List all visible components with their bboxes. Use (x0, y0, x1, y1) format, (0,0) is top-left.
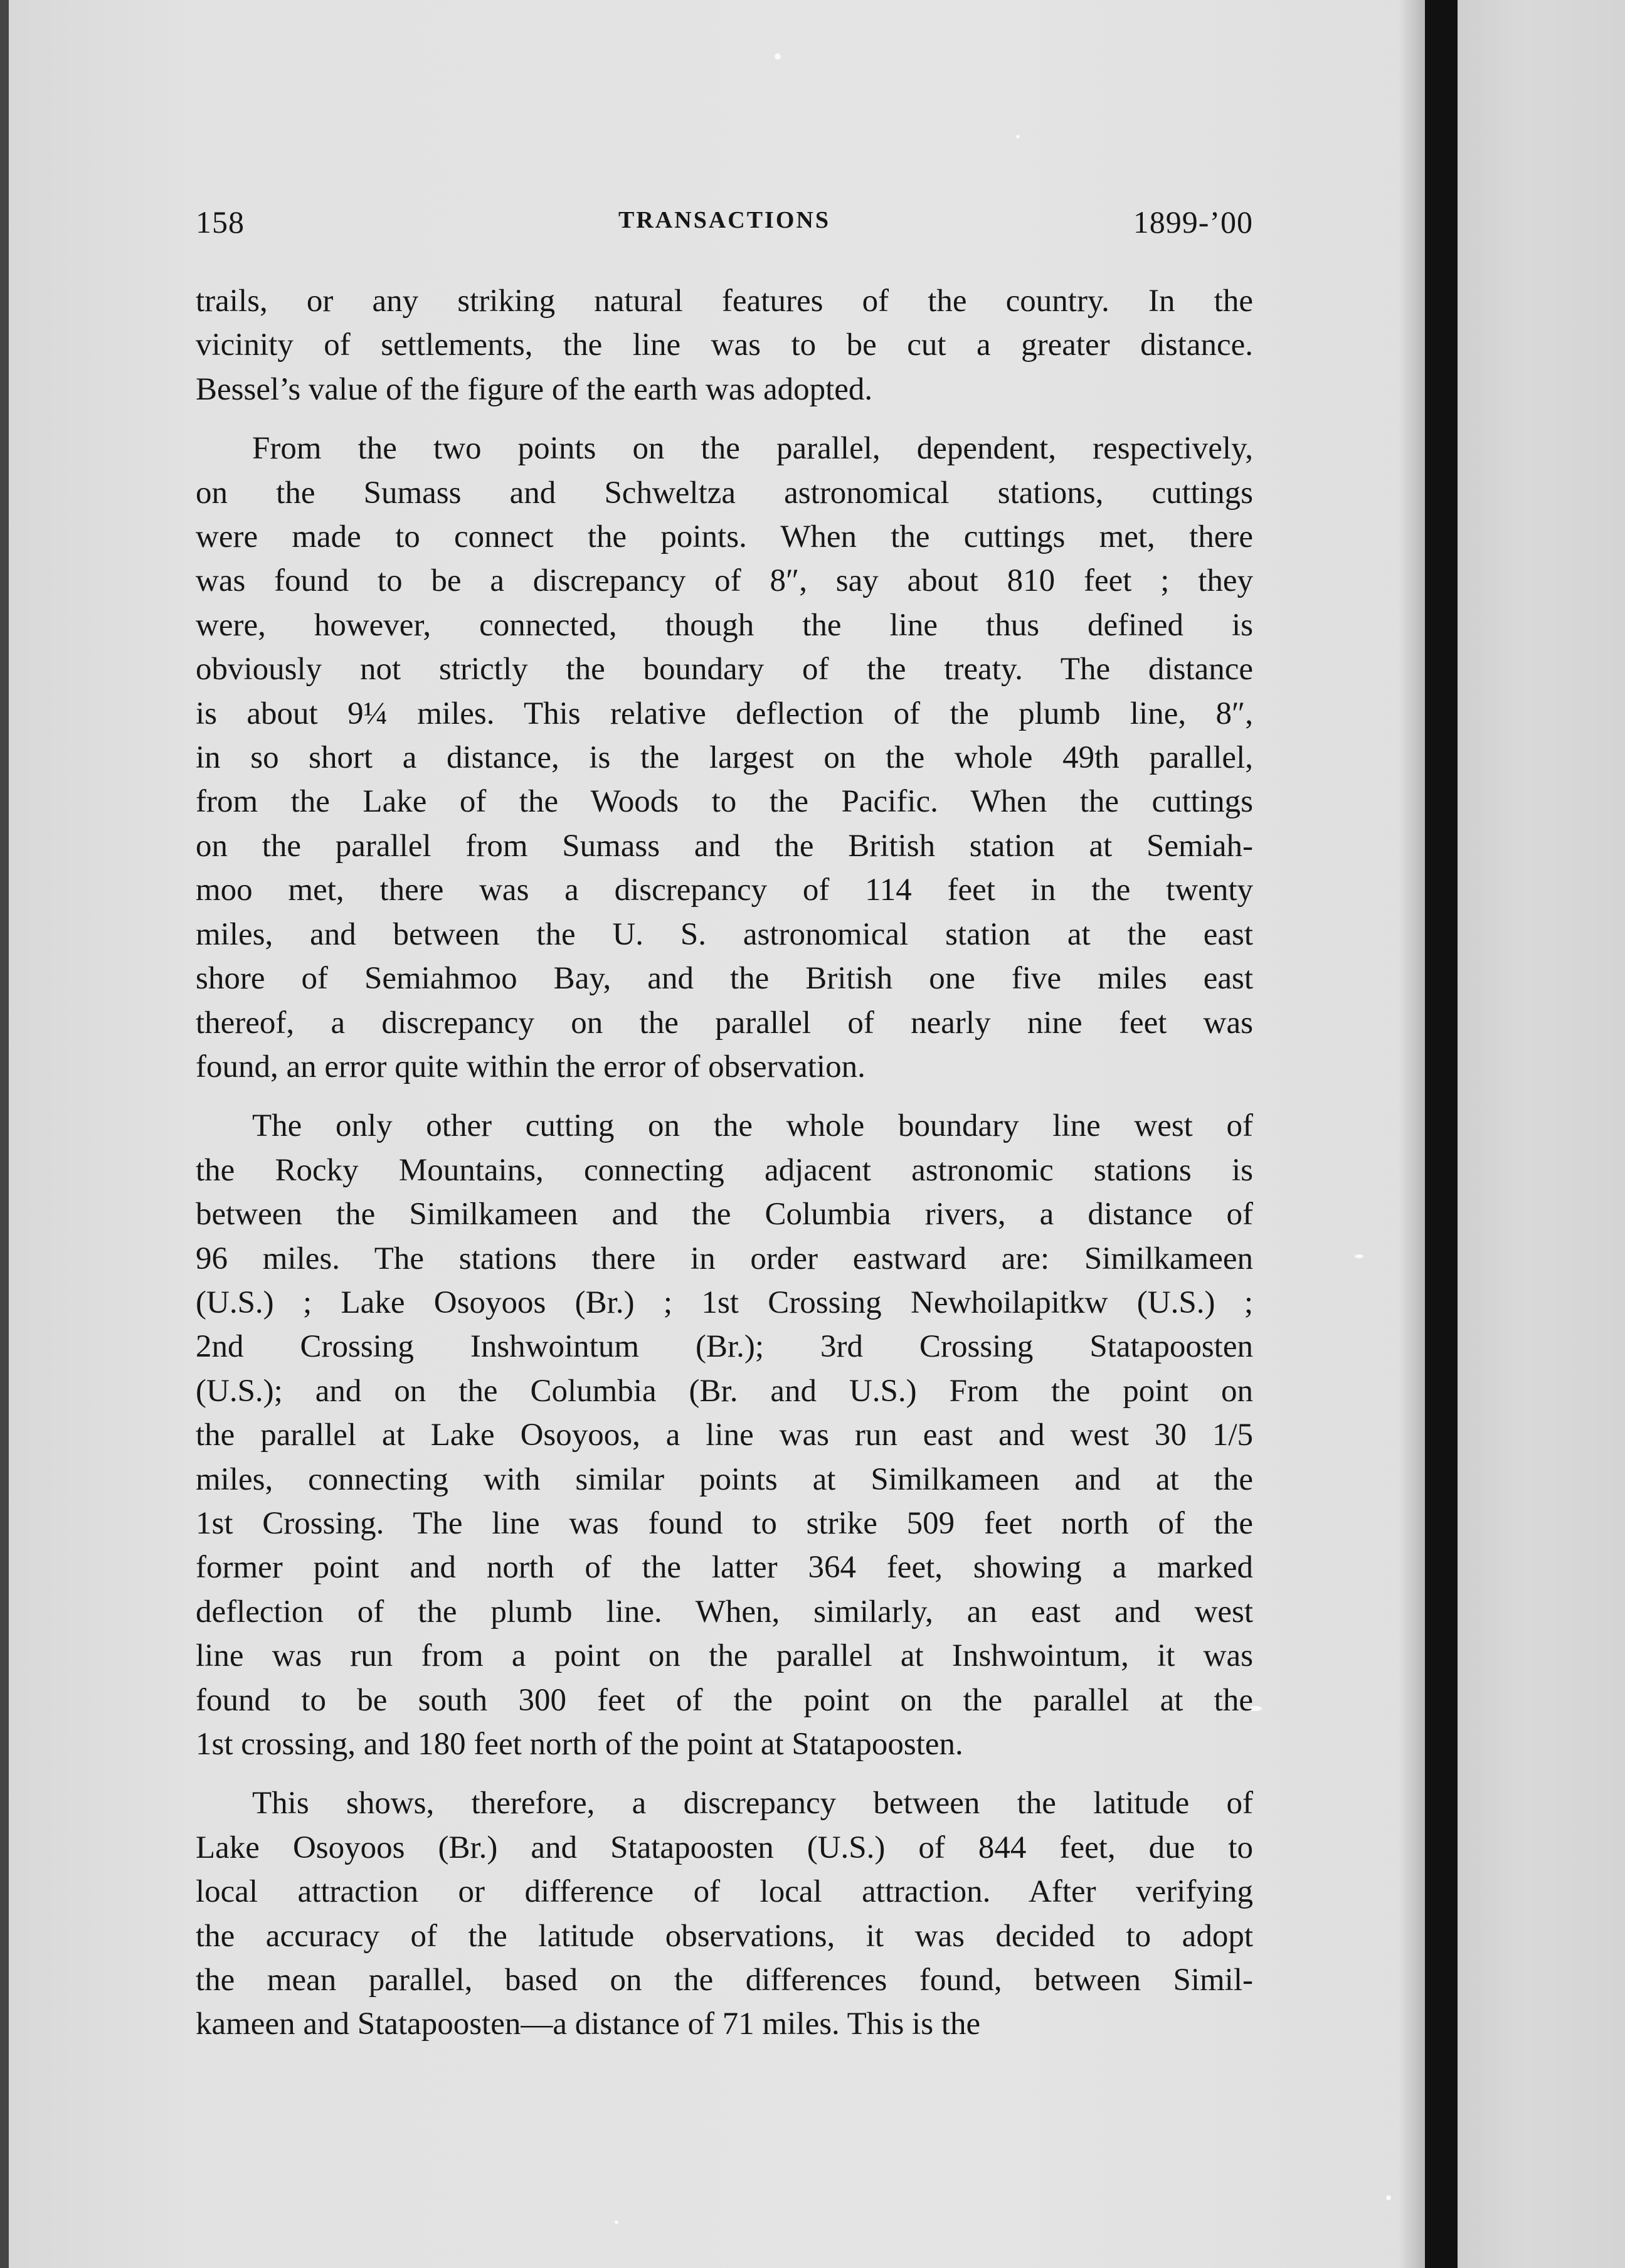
header-year: 1899-’00 (1133, 204, 1253, 240)
text-line: This shows, therefore, a discrepancy between the latitude of (252, 1786, 1253, 1821)
text-line: miles, connecting with similar points at Similkameen and at the (196, 1461, 1253, 1497)
text-line: the mean parallel, based on the differences found, between Simil- (196, 1963, 1253, 1998)
text-line: vicinity of settlements, the line was to be cut a greater distance. (196, 327, 1253, 363)
text-line: were made to connect the points. When the cuttings met, there (196, 519, 1253, 555)
text-line: the parallel at Lake Osoyoos, a line was run east and west 30 1/5 (196, 1417, 1253, 1453)
text-line: The only other cutting on the whole boundary line west of (252, 1108, 1253, 1144)
text-line: deflection of the plumb line. When, similarly, an east and west (196, 1594, 1253, 1629)
text-line: kameen and Statapoosten—a distance of 71 miles. This is the (196, 2006, 981, 2042)
body-text (196, 279, 1253, 2062)
text-line: 1st Crossing. The line was found to strike 509 feet north of the (196, 1505, 1253, 1541)
paragraph (196, 1104, 1253, 1766)
text-line: (U.S.) ; Lake Osoyoos (Br.) ; 1st Crossing Newhoilapitkw (U.S.) ; (196, 1285, 1253, 1320)
text-line: on the parallel from Sumass and the British station at Semiah- (196, 828, 1253, 864)
gutter-shadow (1399, 0, 1425, 2268)
text-line: the accuracy of the latitude observations, it was decided to adopt (196, 1918, 1253, 1954)
text-line: 1st crossing, and 180 feet north of the point at Statapoosten. (196, 1727, 963, 1762)
text-line: on the Sumass and Schweltza astronomical stations, cuttings (196, 475, 1253, 511)
text-line: trails, or any striking natural features of the country. In the (196, 284, 1253, 319)
text-line: thereof, a discrepancy on the parallel of nearly nine feet was (196, 1005, 1253, 1041)
text-line: the Rocky Mountains, connecting adjacent astronomic stations is (196, 1152, 1253, 1188)
text-line: shore of Semiahmoo Bay, and the British one five miles east (196, 961, 1253, 997)
page-number: 158 (196, 204, 245, 240)
text-line: miles, and between the U. S. astronomical station at the east (196, 916, 1253, 952)
scan-speck (615, 2220, 618, 2224)
text-line: Lake Osoyoos (Br.) and Statapoosten (U.S.) of 844 feet, due to (196, 1830, 1253, 1865)
text-line: (U.S.); and on the Columbia (Br. and U.S.) From the point on (196, 1373, 1253, 1409)
text-line: obviously not strictly the boundary of the treaty. The distance (196, 652, 1253, 687)
text-line: between the Similkameen and the Columbia rivers, a distance of (196, 1197, 1253, 1232)
text-line: in so short a distance, is the largest on the whole 49th parallel, (196, 740, 1253, 776)
text-line: from the Lake of the Woods to the Pacific. When the cuttings (196, 784, 1253, 820)
paragraph (196, 1781, 1253, 2046)
scan-speck (1016, 135, 1020, 139)
text-line: Bessel’s value of the figure of the earth was adopted. (196, 371, 873, 407)
scan-speck (775, 53, 781, 60)
text-line: 96 miles. The stations there in order eastward are: Similkameen (196, 1241, 1253, 1276)
text-line: was found to be a discrepancy of 8″, say about 810 feet ; they (196, 563, 1253, 599)
text-line: From the two points on the parallel, dependent, respectively, (252, 431, 1253, 467)
running-title: TRANSACTIONS (618, 207, 830, 233)
page-header (196, 204, 1253, 241)
facing-page-edge (1458, 0, 1625, 2268)
text-line: line was run from a point on the parallel at Inshwointum, it was (196, 1638, 1253, 1674)
text-line: found, an error quite within the error of observation. (196, 1049, 865, 1084)
left-page-edge (0, 0, 9, 2268)
paragraph (196, 279, 1253, 411)
scan-speck (1355, 1254, 1363, 1258)
text-line: former point and north of the latter 364 feet, showing a marked (196, 1550, 1253, 1586)
text-line: 2nd Crossing Inshwointum (Br.); 3rd Crossing Statapoosten (196, 1329, 1253, 1365)
text-line: found to be south 300 feet of the point on the parallel at the (196, 1682, 1253, 1718)
paragraph (196, 427, 1253, 1089)
text-line: were, however, connected, though the line thus defined is (196, 607, 1253, 643)
text-line: local attraction or difference of local attraction. After verifying (196, 1874, 1253, 1910)
scan-speck (1386, 2195, 1391, 2200)
book-gutter (1425, 0, 1458, 2268)
text-line: is about 9¼ miles. This relative deflection of the plumb line, 8″, (196, 696, 1253, 731)
text-line: moo met, there was a discrepancy of 114 feet in the twenty (196, 872, 1253, 908)
